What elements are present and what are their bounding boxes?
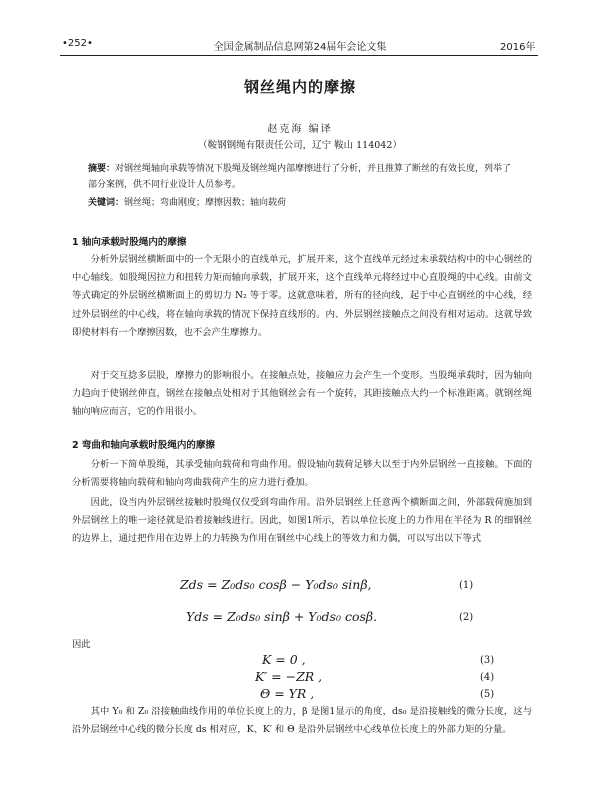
- section-2-paragraph-2: 因此，设当内外层钢丝接触时股绳仅仅受到弯曲作用。沿外层钢丝上任意两个横断面之间，外部载荷施加到外层钢丝上的唯一途径就是沿着接触线进行。因此，如图1所示，若以单位长度上的力作用在半径为 R 的细钢丝的边界上，通过把作用在边界上的力转换为作用在钢丝中心线上的等效力和力偶，可以写出以下等式: [72, 497, 532, 545]
- therefore-label: 因此: [72, 639, 91, 650]
- abstract-text: 对钢丝绳轴向承载等情况下股绳及钢丝绳内部摩擦进行了分析，并且推算了断丝的有效长度，列举了部分案例，供不同行业设计人员参考。: [88, 164, 512, 190]
- equation-5: Θ = YR ,: [260, 686, 315, 701]
- section-1-paragraph-2: 对于交互捻多层股，摩擦力的影响很小。在接触点处，接触应力会产生一个变形。当股绳承载时，因为轴向力趋向于使钢丝伸直，钢丝在接触点处相对于其他钢丝会有一个旋转，其距接触点大约一个标准距离。就钢丝绳轴向响应而言，它的作用很小。: [72, 370, 532, 418]
- header-rule: [60, 55, 538, 56]
- section-2-paragraph-1: 分析一下简单股绳，其承受轴向载荷和弯曲作用。假设轴向载荷足够大以至于内外层钢丝一直接触。下面的分析需要将轴向载荷和轴向弯曲载荷产生的应力进行叠加。: [72, 459, 532, 489]
- equation-3-number: (3): [480, 655, 495, 666]
- author: 赵克海 编译: [267, 124, 333, 135]
- equation-2: Yds = Z₀ds₀ sinβ + Y₀ds₀ cosβ.: [186, 609, 378, 624]
- keywords-text: 钢丝绳；弯曲刚度；摩擦因数；轴向载荷: [124, 198, 287, 208]
- equation-4: K′ = −ZR ,: [255, 669, 323, 684]
- section-1-paragraph-1: 分析外层钢丝横断面中的一个无限小的直线单元，扩展开来，这个直线单元经过未承载结构中的中心钢丝的中心轴线。如股绳因拉力和扭转力矩而轴向承载，扩展开来，这个直线单元将经过中心直股绳的中心线。由前文等式确定的外层钢丝横断面上的剪切力 N₂ 等于零。这就意味着，所有的径向线，起于中心直钢丝的中心线，经过外层钢丝的中心线，将在轴向承载的情况下保持直线形的。内、外层钢丝接触点之间没有相对运动。这就导致即使材料有一个摩擦因数，也不会产生摩擦力。: [72, 254, 532, 338]
- section-2-heading: 2 弯曲和轴向承载时股绳内的摩擦: [72, 440, 215, 451]
- abstract: [88, 161, 518, 193]
- equation-4-number: (4): [480, 672, 495, 683]
- keywords: [88, 195, 286, 208]
- equation-5-number: (5): [480, 689, 495, 700]
- affiliation: （鞍钢钢绳有限责任公司，辽宁 鞍山 114042）: [198, 140, 402, 151]
- equation-3: K = 0 ,: [262, 652, 306, 667]
- closing-paragraph: 其中 Y₀ 和 Z₀ 沿接触曲线作用的单位长度上的力，β 是图1显示的角度，ds₀ 是沿接触线的微分长度，这与沿外层钢丝中心线的微分长度 ds 相对应，K、K′ 和 Θ 是沿外层钢丝中心线单位长度上的外部力矩的分量。: [72, 706, 532, 736]
- equation-1: Zds = Z₀ds₀ cosβ − Y₀ds₀ sinβ,: [180, 577, 372, 592]
- equation-2-number: (2): [459, 612, 474, 623]
- keywords-label: 关键词：: [88, 198, 125, 208]
- paper-title: 钢丝绳内的摩擦: [243, 78, 356, 96]
- header-year: 2016年: [500, 42, 536, 53]
- section-1-heading: 1 轴向承载时股绳内的摩擦: [72, 237, 187, 248]
- abstract-label: 摘要：: [88, 164, 116, 174]
- page-number: •252•: [62, 38, 93, 49]
- journal-header: 全国金属制品信息网第24届年会论文集: [213, 42, 387, 53]
- equation-1-number: (1): [459, 580, 474, 591]
